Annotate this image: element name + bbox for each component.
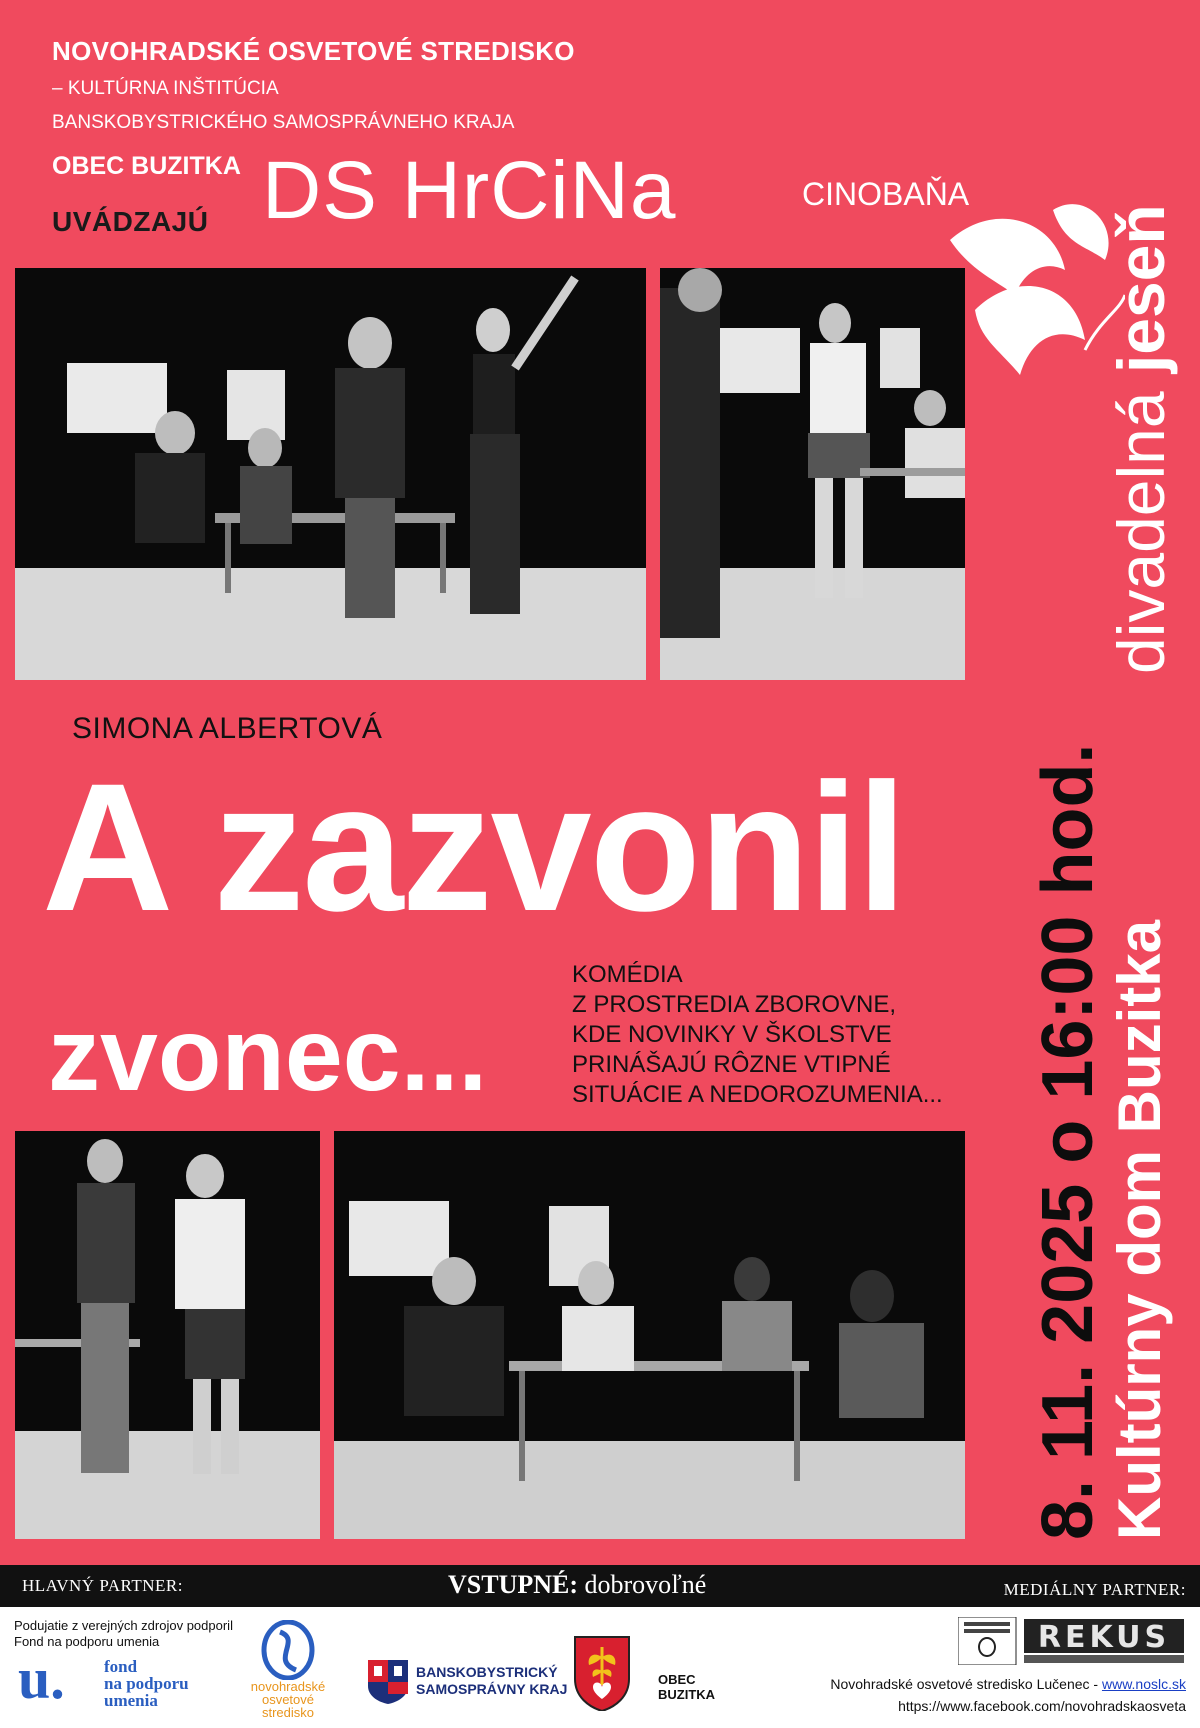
bbsk-line: BANSKOBYSTRICKÝ xyxy=(416,1664,558,1680)
entry-fee-label: VSTUPNÉ: xyxy=(448,1570,579,1599)
description-line: SITUÁCIE A NEDOROZUMENIA... xyxy=(572,1081,943,1108)
stage-photo-4 xyxy=(334,1131,965,1539)
rekus-wordmark: REKUS xyxy=(1037,1620,1171,1655)
buzitka-logo-text xyxy=(658,1672,715,1702)
play-description xyxy=(572,960,943,1110)
description-line: PRINÁŠAJÚ RÔZNE VTIPNÉ xyxy=(572,1051,891,1078)
organizer-subtitle-2: BANSKOBYSTRICKÉHO SAMOSPRÁVNEHO KRAJA xyxy=(52,112,515,133)
ensemble-town: CINOBAŇA xyxy=(802,176,970,212)
presenting-label: UVÁDZAJÚ xyxy=(52,206,209,237)
fond-line: umenia xyxy=(104,1691,158,1710)
bbsk-line: SAMOSPRÁVNY KRAJ xyxy=(416,1681,568,1697)
rekus-logo-icon xyxy=(958,1617,1186,1665)
support-line-2: Fond na podporu umenia xyxy=(14,1634,160,1649)
festival-word-2: jeseň xyxy=(1104,204,1178,374)
main-partner-label: HLAVNÝ PARTNER: xyxy=(22,1576,183,1595)
description-line: Z PROSTREDIA ZBOROVNE, xyxy=(572,991,897,1018)
nos-logo-text xyxy=(240,1680,336,1719)
play-title-line-1: A zazvonil xyxy=(42,745,906,949)
stage-photo-2 xyxy=(660,268,965,680)
play-title-line-2: zvonec... xyxy=(48,997,488,1113)
organizer-subtitle-1: – KULTÚRNA INŠTITÚCIA xyxy=(52,78,279,99)
facebook-link[interactable]: https://www.facebook.com/novohradskaosveta xyxy=(898,1698,1186,1714)
festival-word-1: divadelná xyxy=(1104,391,1178,674)
nos-line: osvetové xyxy=(261,1692,315,1707)
website-link[interactable]: www.noslc.sk xyxy=(1101,1676,1186,1692)
organizer-name: NOVOHRADSKÉ OSVETOVÉ STREDISKO xyxy=(52,36,575,66)
bbsk-logo-text xyxy=(416,1664,567,1698)
fond-line: na podporu xyxy=(104,1674,189,1693)
organizer-contact xyxy=(830,1676,1186,1692)
stage-photo-3 xyxy=(15,1131,320,1539)
buzitka-line: BUZITKA xyxy=(658,1687,716,1702)
co-organizer: OBEC BUZITKA xyxy=(52,152,241,180)
nos-line: stredisko xyxy=(261,1705,315,1720)
fond-line: fond xyxy=(104,1657,138,1676)
media-partner-label: MEDIÁLNY PARTNER: xyxy=(1003,1580,1186,1599)
description-line: KDE NOVINKY V ŠKOLSTVE xyxy=(572,1021,892,1048)
description-line: KOMÉDIA xyxy=(572,961,683,988)
buzitka-crest-icon xyxy=(573,1635,631,1711)
bbsk-crest-icon xyxy=(366,1658,410,1704)
play-author: SIMONA ALBERTOVÁ xyxy=(72,712,383,745)
fond-logo-text xyxy=(104,1658,189,1709)
leaf-mask-icon xyxy=(935,200,1125,400)
event-date-time: 8. 11. 2025 o 16:00 hod. xyxy=(1028,743,1108,1540)
entry-fee xyxy=(448,1570,706,1600)
festival-name xyxy=(1104,34,1178,674)
stage-photo-1 xyxy=(15,268,646,680)
entry-fee-value: dobrovoľné xyxy=(584,1570,707,1599)
nos-line: novohradské xyxy=(250,1679,326,1694)
buzitka-line: OBEC xyxy=(658,1672,696,1687)
fond-logo-icon: u. xyxy=(18,1646,65,1711)
contact-text: Novohradské osvetové stredisko Lučenec - xyxy=(830,1676,1102,1692)
ensemble-name: DS HrCiNa xyxy=(262,145,677,236)
event-venue: Kultúrny dom Buzitka xyxy=(1106,919,1173,1540)
support-line-1: Podujatie z verejných zdrojov podporil xyxy=(14,1618,233,1633)
